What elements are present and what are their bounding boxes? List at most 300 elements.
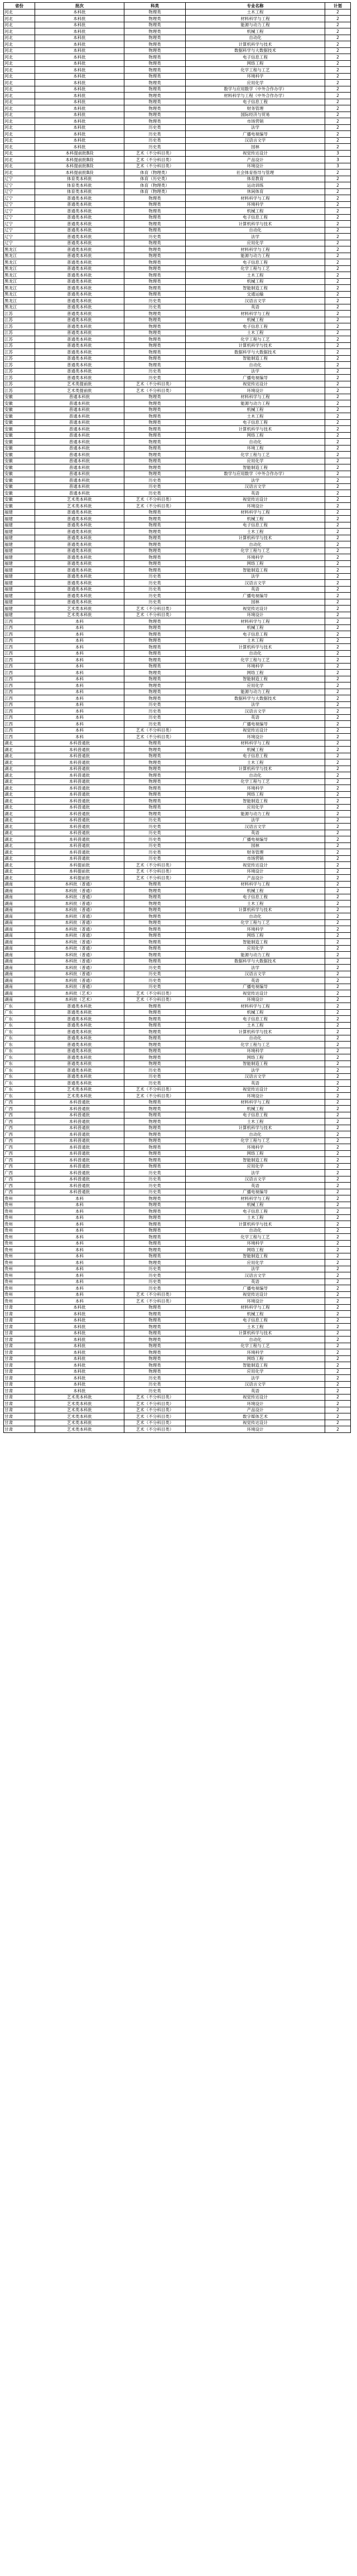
cell-plan: 2 xyxy=(325,112,351,118)
cell-batch: 本科批（普通） xyxy=(35,977,124,984)
cell-major: 英语 xyxy=(186,586,325,593)
cell-plan: 2 xyxy=(325,785,351,792)
cell-major: 机械工程 xyxy=(186,406,325,413)
cell-subject: 历史类 xyxy=(124,1183,186,1189)
cell-province: 贵州 xyxy=(4,1227,35,1234)
cell-plan: 2 xyxy=(325,1183,351,1189)
cell-subject: 物理类 xyxy=(124,509,186,516)
cell-major: 广播电视编导 xyxy=(186,984,325,990)
cell-plan: 2 xyxy=(325,503,351,510)
table-row xyxy=(4,599,351,606)
table-row xyxy=(4,1375,351,1382)
cell-plan: 2 xyxy=(325,419,351,426)
cell-batch: 普通类本科批 xyxy=(35,355,124,362)
cell-subject: 物理类 xyxy=(124,1195,186,1202)
cell-batch: 本科 xyxy=(35,734,124,740)
cell-major: 法学 xyxy=(186,1375,325,1382)
table-row xyxy=(4,727,351,734)
cell-province: 黑龙江 xyxy=(4,278,35,285)
cell-plan: 2 xyxy=(325,1279,351,1285)
cell-major: 英语 xyxy=(186,1388,325,1394)
cell-batch: 本科 xyxy=(35,1221,124,1228)
cell-plan: 2 xyxy=(325,1214,351,1221)
table-row xyxy=(4,1401,351,1407)
cell-plan: 2 xyxy=(325,1150,351,1157)
cell-province: 广西 xyxy=(4,1106,35,1112)
cell-major: 土木工程 xyxy=(186,9,325,16)
cell-plan: 2 xyxy=(325,644,351,651)
cell-plan: 2 xyxy=(325,195,351,202)
cell-plan: 2 xyxy=(325,798,351,805)
cell-major: 视觉传达设计 xyxy=(186,1291,325,1298)
cell-batch: 本科 xyxy=(35,695,124,702)
cell-major: 环境设计 xyxy=(186,868,325,875)
cell-subject: 历史类 xyxy=(124,483,186,490)
cell-batch: 本科批 xyxy=(35,9,124,16)
cell-plan: 2 xyxy=(325,1291,351,1298)
cell-major: 法学 xyxy=(186,368,325,375)
cell-major: 应用化学 xyxy=(186,804,325,811)
cell-plan: 2 xyxy=(325,689,351,695)
cell-province: 河北 xyxy=(4,170,35,176)
cell-province: 安徽 xyxy=(4,490,35,497)
table-row xyxy=(4,375,351,381)
cell-plan: 2 xyxy=(325,1035,351,1042)
cell-province: 湖北 xyxy=(4,791,35,798)
cell-major: 视觉传达设计 xyxy=(186,1086,325,1093)
cell-province: 湖南 xyxy=(4,958,35,965)
cell-plan: 2 xyxy=(325,1355,351,1362)
cell-province: 福建 xyxy=(4,554,35,561)
cell-province: 江苏 xyxy=(4,388,35,394)
cell-major: 英语 xyxy=(186,490,325,497)
cell-major: 化学工程与工艺 xyxy=(186,1234,325,1241)
cell-major: 土木工程 xyxy=(186,330,325,336)
cell-subject: 物理类 xyxy=(124,689,186,695)
cell-major: 英语 xyxy=(186,977,325,984)
cell-major: 市场营销 xyxy=(186,118,325,125)
cell-major: 智能制造工程 xyxy=(186,1061,325,1067)
cell-plan: 3 xyxy=(325,157,351,163)
cell-batch: 本科批 xyxy=(35,1317,124,1324)
cell-subject: 物理类 xyxy=(124,670,186,676)
cell-subject: 物理类 xyxy=(124,939,186,946)
cell-plan: 2 xyxy=(325,118,351,125)
cell-plan: 2 xyxy=(325,477,351,484)
cell-province: 甘肃 xyxy=(4,1343,35,1349)
table-row xyxy=(4,996,351,1003)
cell-subject: 物理类 xyxy=(124,958,186,965)
table-row xyxy=(4,419,351,426)
table-row xyxy=(4,798,351,805)
cell-province: 广西 xyxy=(4,1150,35,1157)
cell-province: 河北 xyxy=(4,131,35,138)
table-row xyxy=(4,990,351,997)
cell-subject: 历史类 xyxy=(124,131,186,138)
cell-province: 河北 xyxy=(4,93,35,99)
cell-batch: 普通类本科批 xyxy=(35,304,124,311)
cell-province: 甘肃 xyxy=(4,1368,35,1375)
cell-province: 河北 xyxy=(4,150,35,157)
cell-province: 湖北 xyxy=(4,817,35,824)
cell-subject: 物理类 xyxy=(124,221,186,227)
cell-major: 电子信息工程 xyxy=(186,99,325,105)
cell-plan: 2 xyxy=(325,1106,351,1112)
cell-major: 视觉传达设计 xyxy=(186,496,325,503)
cell-subject: 历史类 xyxy=(124,477,186,484)
table-row xyxy=(4,336,351,343)
cell-plan: 2 xyxy=(325,445,351,452)
cell-batch: 本科普通批 xyxy=(35,817,124,824)
cell-subject: 物理类 xyxy=(124,445,186,452)
cell-major: 汉语言文学 xyxy=(186,1272,325,1279)
cell-major: 网络工程 xyxy=(186,1150,325,1157)
cell-plan: 2 xyxy=(325,868,351,875)
cell-province: 辽宁 xyxy=(4,176,35,182)
table-row xyxy=(4,330,351,336)
cell-batch: 本科批（普通） xyxy=(35,900,124,907)
cell-subject: 物理类 xyxy=(124,1311,186,1318)
cell-province: 广西 xyxy=(4,1099,35,1106)
cell-batch: 普通类本科批 xyxy=(35,573,124,580)
cell-major: 智能制造工程 xyxy=(186,285,325,292)
cell-plan: 2 xyxy=(325,1112,351,1118)
header-major: 专业名称 xyxy=(186,3,325,9)
cell-subject: 物理类 xyxy=(124,1035,186,1042)
cell-subject: 物理类 xyxy=(124,1324,186,1330)
table-row xyxy=(4,253,351,259)
table-row xyxy=(4,1150,351,1157)
cell-batch: 本科 xyxy=(35,1279,124,1285)
cell-plan: 2 xyxy=(325,73,351,80)
cell-subject: 物理类 xyxy=(124,406,186,413)
cell-batch: 本科普通批 xyxy=(35,836,124,843)
table-row xyxy=(4,1227,351,1234)
cell-province: 甘肃 xyxy=(4,1420,35,1426)
cell-batch: 本科批 xyxy=(35,54,124,61)
table-row xyxy=(4,766,351,772)
table-row xyxy=(4,214,351,221)
cell-major: 计算机科学与技术 xyxy=(186,342,325,349)
cell-plan: 2 xyxy=(325,778,351,785)
table-row xyxy=(4,529,351,535)
cell-subject: 历史类 xyxy=(124,849,186,856)
cell-major: 自动化 xyxy=(186,772,325,779)
cell-batch: 本科批 xyxy=(35,144,124,151)
cell-subject: 物理类 xyxy=(124,772,186,779)
cell-subject: 物理类 xyxy=(124,567,186,574)
table-row xyxy=(4,1067,351,1074)
cell-major: 土木工程 xyxy=(186,900,325,907)
cell-plan: 2 xyxy=(325,766,351,772)
cell-subject: 物理类 xyxy=(124,336,186,343)
cell-province: 湖北 xyxy=(4,766,35,772)
cell-province: 湖北 xyxy=(4,862,35,869)
table-row xyxy=(4,137,351,144)
table-row xyxy=(4,1330,351,1337)
cell-province: 黑龙江 xyxy=(4,298,35,304)
cell-plan: 2 xyxy=(325,246,351,253)
cell-major: 化学工程与工艺 xyxy=(186,336,325,343)
cell-major: 视觉传达设计 xyxy=(186,1420,325,1426)
table-row xyxy=(4,317,351,323)
cell-province: 福建 xyxy=(4,612,35,618)
cell-subject: 物理类 xyxy=(124,259,186,266)
cell-subject: 物理类 xyxy=(124,311,186,317)
cell-province: 贵州 xyxy=(4,1247,35,1253)
table-row xyxy=(4,862,351,869)
cell-subject: 历史类 xyxy=(124,830,186,836)
cell-batch: 普通类本科批 xyxy=(35,342,124,349)
cell-province: 湖北 xyxy=(4,830,35,836)
cell-subject: 历史类 xyxy=(124,984,186,990)
cell-major: 应用化学 xyxy=(186,1368,325,1375)
cell-batch: 本科普通批 xyxy=(35,1125,124,1131)
cell-plan: 2 xyxy=(325,80,351,86)
cell-major: 智能制造工程 xyxy=(186,1157,325,1164)
cell-subject: 物理类 xyxy=(124,554,186,561)
cell-subject: 物理类 xyxy=(124,1221,186,1228)
cell-subject: 物理类 xyxy=(124,1150,186,1157)
cell-major: 机械工程 xyxy=(186,1311,325,1318)
cell-plan: 2 xyxy=(325,28,351,35)
cell-plan: 2 xyxy=(325,432,351,439)
cell-plan: 2 xyxy=(325,323,351,330)
cell-province: 贵州 xyxy=(4,1298,35,1305)
cell-subject: 历史类 xyxy=(124,599,186,606)
cell-province: 江苏 xyxy=(4,342,35,349)
cell-major: 智能制造工程 xyxy=(186,1362,325,1369)
cell-plan: 2 xyxy=(325,1099,351,1106)
cell-subject: 物理类 xyxy=(124,285,186,292)
cell-batch: 本科 xyxy=(35,637,124,644)
cell-batch: 艺术类本科批 xyxy=(35,1093,124,1100)
table-row xyxy=(4,355,351,362)
cell-major: 英语 xyxy=(186,714,325,721)
cell-plan: 2 xyxy=(325,1208,351,1215)
cell-province: 江苏 xyxy=(4,317,35,323)
table-row xyxy=(4,1324,351,1330)
table-row xyxy=(4,240,351,246)
table-row xyxy=(4,1009,351,1016)
table-row xyxy=(4,170,351,176)
cell-plan: 2 xyxy=(325,1368,351,1375)
cell-major: 化学工程与工艺 xyxy=(186,67,325,74)
cell-plan: 2 xyxy=(325,93,351,99)
table-row xyxy=(4,182,351,189)
cell-subject: 物理类 xyxy=(124,323,186,330)
cell-plan: 2 xyxy=(325,1304,351,1311)
table-row xyxy=(4,452,351,458)
cell-subject: 物理类 xyxy=(124,1054,186,1061)
cell-subject: 物理类 xyxy=(124,1009,186,1016)
table-row xyxy=(4,535,351,541)
cell-major: 智能制造工程 xyxy=(186,798,325,805)
cell-major: 化学工程与工艺 xyxy=(186,1137,325,1144)
cell-batch: 本科普通批 xyxy=(35,1163,124,1170)
table-row xyxy=(4,1086,351,1093)
cell-province: 广西 xyxy=(4,1170,35,1176)
cell-batch: 本科批 xyxy=(35,99,124,105)
cell-major: 应用化学 xyxy=(186,1260,325,1266)
cell-province: 江西 xyxy=(4,721,35,728)
cell-plan: 2 xyxy=(325,426,351,433)
cell-plan: 2 xyxy=(325,516,351,522)
cell-batch: 本科 xyxy=(35,1202,124,1208)
cell-subject: 物理类 xyxy=(124,1016,186,1023)
cell-batch: 本科批（普通） xyxy=(35,919,124,926)
cell-batch: 本科批 xyxy=(35,16,124,22)
cell-batch: 本科普通批 xyxy=(35,1183,124,1189)
cell-batch: 本科 xyxy=(35,682,124,689)
cell-subject: 物理类 xyxy=(124,246,186,253)
cell-batch: 普通类本科批 xyxy=(35,548,124,554)
table-row xyxy=(4,1016,351,1023)
cell-subject: 物理类 xyxy=(124,952,186,958)
cell-major: 计算机科学与技术 xyxy=(186,1125,325,1131)
cell-subject: 物理类 xyxy=(124,888,186,894)
cell-plan: 2 xyxy=(325,1272,351,1279)
table-row xyxy=(4,1304,351,1311)
table-row xyxy=(4,676,351,682)
table-row xyxy=(4,298,351,304)
cell-major: 数据科学与大数据技术 xyxy=(186,47,325,54)
cell-batch: 本科批 xyxy=(35,1368,124,1375)
cell-province: 河北 xyxy=(4,47,35,54)
cell-province: 河北 xyxy=(4,163,35,170)
cell-major: 材料科学与工程 xyxy=(186,394,325,400)
cell-major: 自动化 xyxy=(186,1337,325,1343)
cell-province: 江西 xyxy=(4,689,35,695)
cell-plan: 2 xyxy=(325,1202,351,1208)
table-row xyxy=(4,868,351,875)
cell-major: 社会体育指导与管理 xyxy=(186,170,325,176)
cell-province: 河北 xyxy=(4,16,35,22)
table-row xyxy=(4,778,351,785)
cell-province: 江西 xyxy=(4,708,35,715)
table-row xyxy=(4,548,351,554)
cell-province: 福建 xyxy=(4,516,35,522)
cell-major: 土木工程 xyxy=(186,637,325,644)
cell-plan: 2 xyxy=(325,1420,351,1426)
table-row xyxy=(4,1291,351,1298)
cell-batch: 普通类本科批 xyxy=(35,317,124,323)
cell-plan: 2 xyxy=(325,535,351,541)
cell-plan: 2 xyxy=(325,824,351,830)
cell-plan: 2 xyxy=(325,105,351,112)
cell-major: 汉语言文学 xyxy=(186,1073,325,1080)
cell-batch: 本科普通批 xyxy=(35,811,124,817)
table-row xyxy=(4,772,351,779)
cell-province: 江苏 xyxy=(4,330,35,336)
cell-province: 江西 xyxy=(4,714,35,721)
cell-province: 甘肃 xyxy=(4,1330,35,1337)
cell-plan: 2 xyxy=(325,1343,351,1349)
cell-plan: 2 xyxy=(325,406,351,413)
cell-plan: 2 xyxy=(325,971,351,977)
cell-plan: 2 xyxy=(325,1413,351,1420)
cell-plan: 2 xyxy=(325,234,351,240)
cell-plan: 2 xyxy=(325,606,351,612)
cell-province: 江西 xyxy=(4,727,35,734)
cell-subject: 体育（物理类） xyxy=(124,188,186,195)
cell-major: 法学 xyxy=(186,234,325,240)
cell-subject: 物理类 xyxy=(124,317,186,323)
table-row xyxy=(4,977,351,984)
cell-batch: 本科提前批B段 xyxy=(35,170,124,176)
table-row xyxy=(4,663,351,670)
cell-plan: 2 xyxy=(325,1337,351,1343)
cell-subject: 历史类 xyxy=(124,298,186,304)
cell-batch: 普通本科批 xyxy=(35,394,124,400)
cell-plan: 2 xyxy=(325,855,351,862)
cell-province: 江苏 xyxy=(4,355,35,362)
cell-province: 广东 xyxy=(4,1054,35,1061)
cell-major: 机械工程 xyxy=(186,1009,325,1016)
cell-subject: 艺术（不分科目类） xyxy=(124,1394,186,1401)
cell-major: 电子信息工程 xyxy=(186,54,325,61)
cell-province: 福建 xyxy=(4,593,35,599)
cell-province: 福建 xyxy=(4,606,35,612)
cell-plan: 2 xyxy=(325,227,351,234)
table-row xyxy=(4,907,351,913)
cell-major: 电子信息工程 xyxy=(186,1112,325,1118)
cell-batch: 本科普通批 xyxy=(35,1137,124,1144)
table-row xyxy=(4,150,351,157)
cell-subject: 艺术（不分科目类） xyxy=(124,1413,186,1420)
cell-major: 产品设计 xyxy=(186,157,325,163)
cell-major: 环境科学 xyxy=(186,201,325,208)
cell-major: 电子信息工程 xyxy=(186,259,325,266)
cell-province: 辽宁 xyxy=(4,201,35,208)
cell-plan: 2 xyxy=(325,1317,351,1324)
table-row xyxy=(4,849,351,856)
cell-batch: 本科批 xyxy=(35,1337,124,1343)
cell-province: 湖南 xyxy=(4,932,35,939)
cell-province: 湖南 xyxy=(4,996,35,1003)
cell-batch: 本科批（普通） xyxy=(35,881,124,888)
cell-province: 黑龙江 xyxy=(4,253,35,259)
cell-batch: 本科 xyxy=(35,1214,124,1221)
cell-subject: 历史类 xyxy=(124,1080,186,1087)
cell-batch: 普通类本科批 xyxy=(35,330,124,336)
cell-province: 福建 xyxy=(4,509,35,516)
cell-subject: 物理类 xyxy=(124,740,186,747)
cell-subject: 历史类 xyxy=(124,1272,186,1279)
cell-province: 安徽 xyxy=(4,445,35,452)
cell-plan: 2 xyxy=(325,522,351,529)
cell-province: 河北 xyxy=(4,67,35,74)
cell-plan: 2 xyxy=(325,413,351,420)
cell-batch: 普通本科批 xyxy=(35,458,124,464)
cell-province: 河北 xyxy=(4,60,35,67)
cell-batch: 本科普通批 xyxy=(35,1176,124,1183)
table-row xyxy=(4,965,351,971)
cell-subject: 物理类 xyxy=(124,1337,186,1343)
cell-plan: 2 xyxy=(325,362,351,369)
cell-province: 福建 xyxy=(4,522,35,529)
cell-plan: 2 xyxy=(325,490,351,497)
cell-batch: 普通类本科批 xyxy=(35,1009,124,1016)
cell-major: 环境设计 xyxy=(186,996,325,1003)
cell-subject: 物理类 xyxy=(124,400,186,407)
cell-major: 材料科学与工程 xyxy=(186,1304,325,1311)
cell-major: 计算机科学与技术 xyxy=(186,644,325,651)
cell-subject: 物理类 xyxy=(124,548,186,554)
cell-subject: 物理类 xyxy=(124,778,186,785)
cell-batch: 本科提前批 xyxy=(35,868,124,875)
cell-major: 电子信息工程 xyxy=(186,1317,325,1324)
